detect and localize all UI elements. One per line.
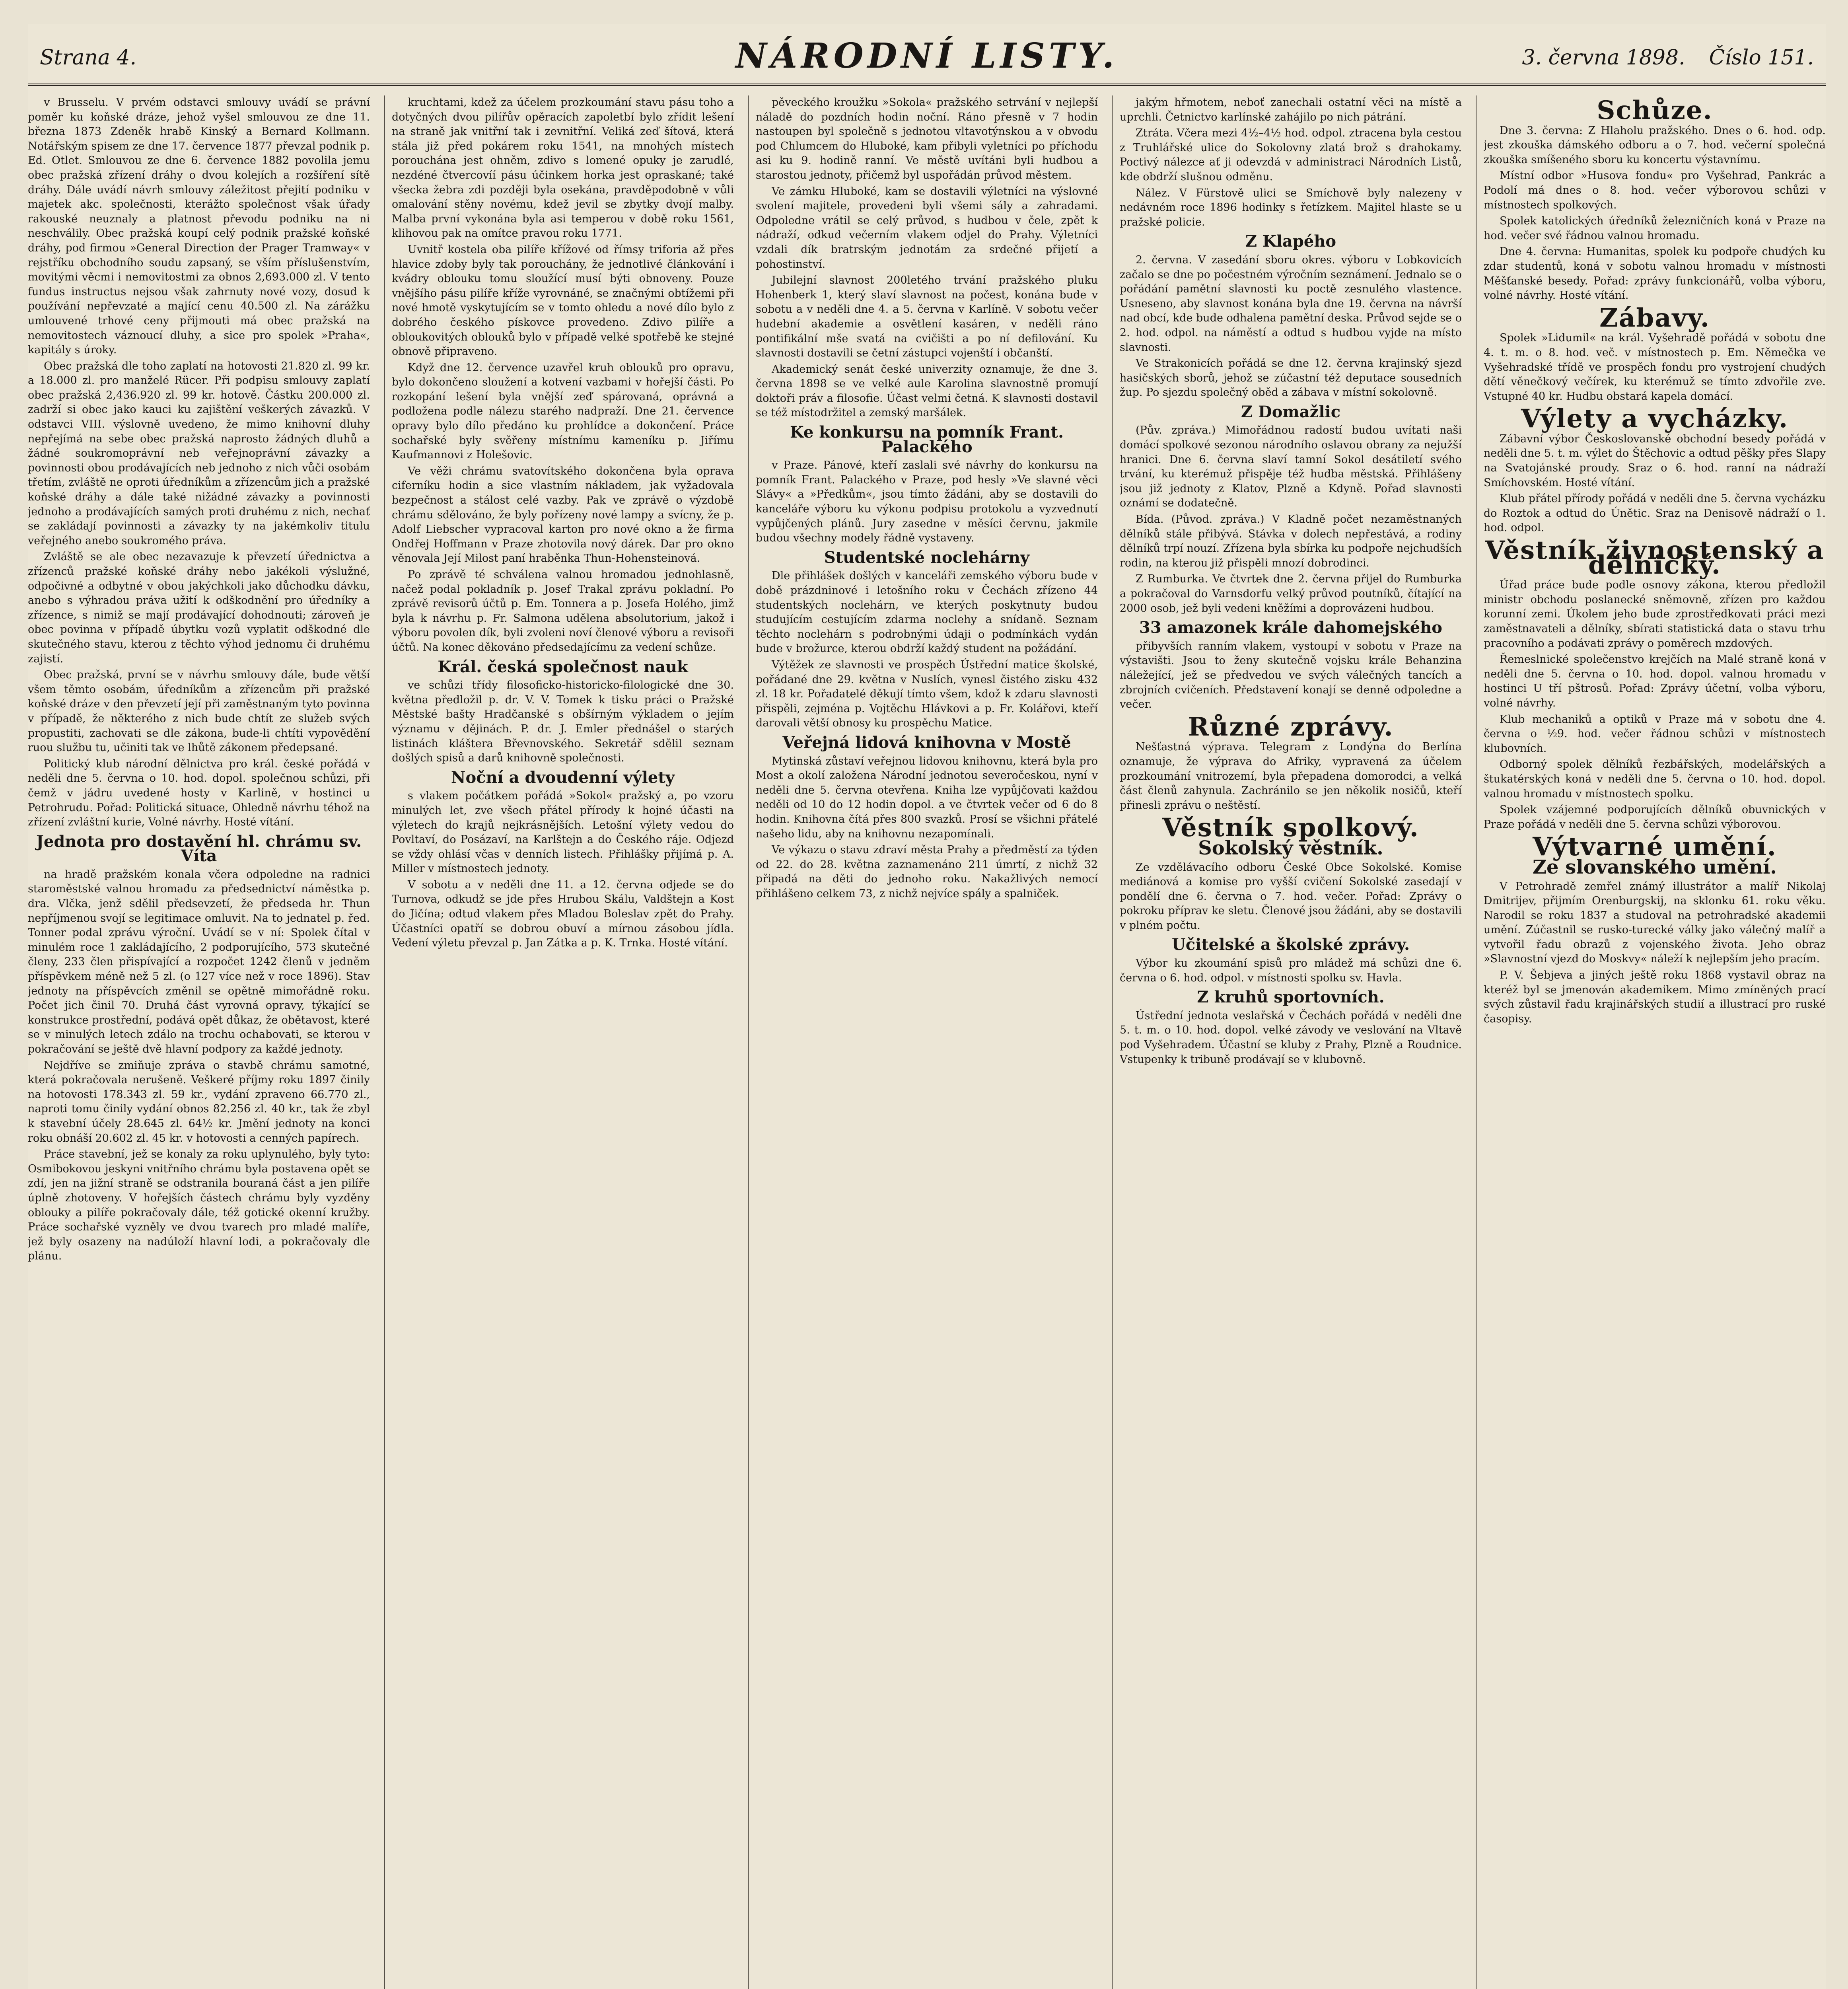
article-paragraph: Nejdříve se zmiňuje zpráva o stavbě chrámu samotné, která pokračovala nerušeně. Veškeré příjmy roku 1897 činily na hotovosti 178.343 zl. 59 kr., vydání zpraveno 66.770 zl., naproti tomu činily vydání obnos 82.256 zl. 40 kr., tak že zbyl k stavební účely 28.645 zl. 64½ kr. Jmění jednoty na konci roku obnáší 20.602 zl. 45 kr. v hotovosti a cenných papírech. [28,1059,370,1144]
newspaper-title: NÁRODNÍ LISTY. [735,36,1119,76]
article-heading: Z Domažlic [1241,402,1341,421]
article-paragraph: Dle přihlášek došlých v kanceláři zemského výboru bude v době prázdninové i letošního roku v Čechách zřízeno 44 studentských noclehárn, ve kterých poskytnuty budou studujícím cestujícím zdarma noclehy a snídaně. Seznam těchto noclehárn s podrobnými údaji o podmínkách vydán bude v brožurce, kterou obdrží každý student na požádání. [756,570,1098,655]
column-4 [1120,95,1462,1989]
article-heading: Jednota pro dostavění hl. chrámu sv. Víta [36,832,362,866]
page-number: Strana 4. [40,46,137,70]
article-paragraph: Když dne 12. července uzavřel kruh oblouků pro opravu, bylo dokončeno sloužení a kotvení vazbami v hořejší části. Po rozkopání lešení byla vnější zeď spárovaná, oprávná a podložena podle nálezu starého nadpraží. Dne 21. července opravy bylo dílo předáno ku prohlídce a dokončení. Práce sochařské byly svěřeny místnímu kameníku p. Jiřímu Kaufmannovi z Holešovic. [392,361,734,461]
column-rule [384,95,385,1989]
column-rule [1112,95,1113,1989]
article-paragraph: Jubilejní slavnost 200letého trvání pražského pluku Hohenberk 1, který slaví slavnost na počest, konána bude v sobotu a v neděli dne 4. a 5. června v Karlíně. V sobotu večer hudební akademie a osvětlení kasáren, v neděli ráno pontifikální mše svatá na cvičišti a po ní defilování. Ku slavnosti dostavili se četní zástupci vojenští i občanští. [756,274,1098,360]
article-paragraph: pěveckého kroužku »Sokola« pražského setrvání v nejlepší náladě do pozdních hodin noční. Ráno přesně v 7 hodin nastoupen byl společně s jednotou vltavotýnskou a v obvodu pod Chlumcem do Hluboké, kam přibyli vyletníci po příchodu asi ku 9. hodině ranní. Ve městě uvítáni byli hudbou a starostou jednoty, přičemž byl uspořádán průvod městem. [756,96,1098,181]
section-heading: Schůze. [1597,95,1713,125]
article-paragraph: Místní odbor »Husova fondu« pro Vyšehrad, Pankrác a Podolí má dnes o 8. hod. večer výborovou schůzi v místnostech spolkových. [1484,169,1826,211]
newspaper-page [28,24,1826,1989]
article-paragraph: Zvláště se ale obec nezavazuje k převzetí úřednictva a zřízenců pražské koňské dráhy nebo jakékoli výslužné, odpočivné a odbytné v obou jakýchkoli jako důchodku dávku, anebo s výhradou práva užití k odškodnění pro úředníky a zřízence, s nimiž se mají prodávající dohodnouti; zároveň je obec povinna v případě úbytku vozů vyplatit odškodné dle skutečného stavu, kterou z těchto výhod jednomu či druhému zajistí. [28,551,370,665]
issue-date: 3. června 1898. [1522,46,1685,70]
article-paragraph: Ve výkazu o stavu zdraví města Prahy a předměstí za týden od 22. do 28. května zaznamenáno 211 úmrtí, z nichž 32 připadá na děti do jednoho roku. Nakažlivých nemocí přihlášeno celkem 73, z nichž nejvíce spály a spalniček. [756,844,1098,900]
article-paragraph: Z Rumburka. Ve čtvrtek dne 2. června přijel do Rumburka a pokračoval do Varnsdorfu velký průvod poutníků, čítající na 2000 osob, jež byli vedeni kněžími a doprovázeni hudbou. [1120,573,1462,615]
article-paragraph: na hradě pražském konala včera odpoledne na radnici staroměstské valnou hromadu za předsednictví náměstka p. dra. Vlčka, jenž sdělil předsevzetí, že předseda hr. Thun nepříjmenou svojí se legitimace omluvit. Na to jednatel p. řed. Tonner podal zprávu výroční. Uvádí se v ní: Spolek čítal v minulém roce 1 zakládajícího, 2 podporujícího, 573 skutečné členy, 233 člen přispívající a rozpočet 1242 členů v jedněm příspěvkem méně než 5 zl. (o 127 více než v roce 1896). Stav jednoty na příspěvcích změnil se opětně mimořádně roku. Počet jich činil 70. Druhá část vyrovná opravy, týkající se konstrukce prostřední, podává opět důkaz, že obětavost, které se v minulých letech zdálo na trochu ochabovati, se kterou v pokračování se ještě dvě hlavní podpory za každé jednoty. [28,868,370,1055]
article-paragraph: Výbor ku zkoumání spisů pro mládež má schůzi dne 6. června o 6. hod. odpol. v místnosti spolku sv. Havla. [1120,957,1462,984]
issue-number: Číslo 151. [1709,46,1814,70]
article-heading: Veřejná lidová knihovna v Mostě [782,733,1071,752]
subsection-heading: Učitelské a školské zprávy. [1171,935,1410,954]
article-paragraph: Nešťastná výprava. Telegram z Londýna do Berlína oznamuje, že výprava do Afriky, vypravená za účelem prozkoumání vnitrozemí, byla přepadena domorodci, a velká část členů zahynula. Zachránilo se jen několik nosičů, kteří přinesli zprávu o neštěstí. [1120,741,1462,812]
article-paragraph: kruchtami, kdež za účelem prozkoumání stavu pásu toho a dotyčných dvou pilířův opěracích zapoletbí bylo zřídit lešení na straně jak vnitřní tak i zevnitřní. Veliká zeď šítová, která stála již před pokárem roku 1541, na mnohých místech porouchána jest ohněm, zdivo s lomené opuky je zarudlé, nezdéné čtvercovíí pásu účinkem horka jest opraskané; také všecka žebra zdi později byla osekána, pravděpodobně v vůli omalování stěny novému, kdež jevil se zbytky dvojí malby. Malba první vykonána byla asi temperou v době roku 1561, klihovou pak na omítce pravou roku 1771. [392,96,734,240]
article-heading: Studentské noclehárny [824,548,1030,567]
article-paragraph: Akademický senát české univerzity oznamuje, že dne 3. června 1898 se ve velké aule Karolina slavnostně promují doktoři práv a filosofie. Účast velmi četná. K slavnosti dostavil se též místodržitel a zemský maršálek. [756,363,1098,419]
article-paragraph: Politický klub národní dělnictva pro král. české pořádá v neděli dne 5. června o 10. hod. dopol. společnou schůzi, při čemž v jádru uvedené hosty v Karlině, v hostinci u Petrohrudu. Pořad: Politická situace, Ohledně návrhu téhož na zřízení zvláštní kurie, Volné návrhy. Hosté vítání. [28,757,370,829]
column-5 [1484,95,1826,1989]
article-heading: 33 amazonek krále dahomejského [1139,618,1442,637]
article-paragraph: Klub mechaniků a optiků v Praze má v sobotu dne 4. června o ½9. hod. večer řádnou schůzi v místnostech klubovních. [1484,713,1826,755]
subsection-heading: Sokolský věstník. [1198,837,1383,859]
article-paragraph: Řemeslnické společenstvo krejčích na Malé straně koná v neděli dne 5. června o 10. hod. dopol. valnou hromadu v hostinci U tří pštrosů. Pořad: Zprávy účetní, volba výboru, volné návrhy. [1484,653,1826,709]
article-paragraph: Ústřední jednota veslařská v Čechách pořádá v neděli dne 5. t. m. o 10. hod. dopol. velké závody ve veslování na Vltavě pod Vyšehradem. Účastní se kluby z Prahy, Plzně a Roudnice. Vstupenky k tribuně prodávají se v klubovně. [1120,1009,1462,1066]
masthead [28,24,1826,86]
article-paragraph: Ztráta. Včera mezi 4½–4½ hod. odpol. ztracena byla cestou z Truhlářské ulice do Sokolovny zlatá brož s drahokamy. Poctivý nálezce ať ji odevzdá v administraci Národních Listů, kde obdrží slušnou odměnu. [1120,127,1462,183]
article-paragraph: Zábavní výbor Českoslovanské obchodní besedy pořádá v neděli dne 5. t. m. výlet do Štěchovic a odtud pěšky přes Slapy na Svatojánské proudy. Sraz o 6. hod. ranní na nádraží Smíchovském. Hosté vítání. [1484,432,1826,489]
subsection-heading: Ze slovanského umění. [1533,856,1777,878]
article-paragraph: Dne 3. června: Z Hlaholu pražského. Dnes o 6. hod. odp. jest zkouška dámského odboru a o 7. hod. večerní společná zkouška smíšeného sboru ku koncertu výstavnímu. [1484,124,1826,166]
article-paragraph: Výtěžek ze slavnosti ve prospěch Ústřední matice školské, pořádané dne 29. května v Nuslích, vynesl čistého zisku 432 zl. 18 kr. Pořadatelé děkují tímto všem, kdož k zdaru slavnosti přispěli, zejména p. Vojtěchu Hlávkovi a p. Fr. Kolářovi, kteří darovali větší obnosy ku prospěchu Matice. [756,658,1098,730]
article-paragraph: Po zprávě té schválena valnou hromadou jednohlasně, načež podal pokladník p. Josef Trakal zprávu pokladní. Po zprávě revisorů účtů p. Em. Tonnera a p. Josefa Holého, jimž byla k návrhu p. Fr. Salmona udělena absolutorium, jakož i výboru povolen dík, byli zvoleni noví členové výboru a revisoři účtů. Na konec děkováno předsedajícímu za vedení schůze. [392,568,734,654]
article-paragraph: Práce stavební, jež se konaly za roku uplynulého, byly tyto: Osmibokovou jeskyni vnitřního chrámu byla postavena opět se zdí, jen na jižní straně se odstranila bouraná část a jen pilíře úplně zhotoveny. V hořejších částech chrámu byly vyzděny oblouky a pilíře pokračovaly dále, též gotické okenní kružby. Práce sochařské vyzněly ve dvou tvarech pro mladé malíře, jež byly osazeny na nadúloží hlavní lodi, a pokračovaly dle plánu. [28,1148,370,1263]
article-paragraph: Úřad práce bude podle osnovy zákona, kterou předložil ministr obchodu poslanecké sněmovně, zřízen pro každou korunní zemi. Úkolem jeho bude zprostředkovati práci mezi zaměstnavateli a dělníky, sbírati statistická data o stavu trhu pracovního a podávati zprávy o poměrech mzdových. [1484,579,1826,650]
article-paragraph: Spolek katolických úředníků železničních koná v Praze na hod. večer své řádnou valnou hromadu. [1484,215,1826,242]
article-paragraph: 2. června. V zasedání sboru okres. výboru v Lobkovicích začalo se dne po počestném výročním seznámení. Jednalo se o pořádání pamětní slavnosti ku poctě zesnulého vlastence. Usneseno, aby slavnost konána byla dne 19. června na návrší nad obcí, kde bude odhalena pamětní deska. Průvod sejde se o 2. hod. odpol. na náměstí a odtud s hudbou vyjde na místo slavnosti. [1120,253,1462,354]
article-paragraph: Ve věži chrámu svatovítského dokončena byla oprava ciferníku hodin a sice vlastním nákladem, jak vyžadovala bezpečnost a stálost celé vazby. Pak ve zprávě o výzdobě chrámu sdělováno, že byly pořízeny nové lampy a svícny, že p. Adolf Liebscher vypracoval karton pro nové okno a že firma Ondřej Hoffmann v Praze zhotovila nový dárek. Dar pro okno věnovala Její Milost paní hraběnka Thun-Hohensteinová. [392,465,734,565]
article-paragraph: Odborný spolek dělníků řezbářských, modelářských a štukatérských koná v neděli dne 5. června o 10. hod. dopol. valnou hromadu v místnostech spolku. [1484,758,1826,800]
section-heading: Věstník spolkový. [1162,813,1419,843]
article-heading: Z Klapého [1245,232,1336,251]
article-paragraph: V sobotu a v neděli dne 11. a 12. června odjede se do Turnova, odkudž se jde přes Hrubou Skálu, Valdštejn a Kost do Jičína; odtud vlakem přes Mladou Boleslav zpět do Prahy. Účastníci opatří se dobrou obuví a mírnou zásobou jídla. Vedení výletu převzal p. Jan Zátka a p. K. Trnka. Hosté vítání. [392,878,734,950]
article-paragraph: Spolek »Lidumil« na král. Vyšehradě pořádá v sobotu dne 4. t. m. o 8. hod. več. v místnostech p. Em. Němečka ve Vyšehradské třídě ve prospěch fondu pro vystrojení chudých dětí věnečkový večírek, ku kterémuž se tímto zdvořile zve. Vstupné 40 kr. Hudbu obstará kapela domácí. [1484,332,1826,403]
article-paragraph: v Praze. Pánové, kteří zaslali své návrhy do konkursu na pomník Frant. Palackého v Praze, pod hesly »Ve slavné věci Slávy« a »Předkům«, jsou tímto žádáni, aby se dostavili do kanceláře výboru ku výkonu podpisu protokolu a vyzvednutí vypůjčených plánů. Jury zasedne v měsíci červnu, jakmile budou všechny modely řádně vystaveny. [756,459,1098,545]
article-paragraph: Dne 4. června: Humanitas, spolek ku podpoře chudých ku zdar studentů, koná v sobotu valnou hromadu v místnosti Měšťanské besedy. Pořad: zprávy funkcionářů, volba výboru, volné návrhy. Hosté vítání. [1484,245,1826,302]
article-paragraph: Spolek vzájemné podporujících dělníků obuvnických v Praze pořádá v neděli dne 5. června schůzi výborovou. [1484,804,1826,831]
article-paragraph: v Brusselu. V prvém odstavci smlouvy uvádí se právní poměr ku koňské dráze, jehož vyšel smlouvou ze dne 11. března 1873 Zdeněk hrabě Kinský a Bernard Kollmann. Notářským spisem ze dne 17. července 1877 převzal podnik p. Ed. Otlet. Smlouvou ze dne 6. července 1882 povolila jemu obec pražská zřízení dráhy o dvou kolejích a rozšíření sítě dráhy. Dále uvádí návrh smlouvy záležitost přejití podniku v majetek akc. společnosti, kterážto společnost však úřady rakouské neuznaly a platnost převodu podniku na ni neschválily. Obec pražská koupí celý podnik pražské koňské dráhy, pod firmou »General Direction der Prager Tramway« v rejstříku obchodního soudu zapsaný, se vším příslušenstvím, movitými věcmi i nemovitostmi za obnos 2,693.000 zl. V tento fundus instructus nejsou však zahrnuty nové vozy, dosud k používání nepřevzaté a mající cenu 40.500 zl. Na zárážku umlouvené trhové ceny přijmouti má obec pražská na nemovitostech váznoucí dluhy, a sice pro spolek »Praha«, kapitály s úroky. [28,96,370,356]
article-paragraph: Obec pražská, první se v návrhu smlouvy dále, bude větší všem těmto osobám, úředníkům a zřízencům při pražské koňské dráze v den převzetí její při zaměstnaným tyto povinna v případě, že některého z nich bude chtít ze služeb svých propustiti, zachovati se dle zákona, bude-li chtíti vypovědění ruou službu tu, učiniti tak ve lhůtě zákonem předepsané. [28,669,370,754]
article-paragraph: přibyvších ranním vlakem, vystoupí v sobotu v Praze na výstavišti. Jsou to ženy skutečně vojsku krále Behanzina náležející, jež se předvedou ve svých válečných tancích a zbrojních cvičeních. Představení konají se denně odpoledne a večer. [1120,640,1462,711]
article-paragraph: Ve zámku Hluboké, kam se dostavili výletníci na výslovné svolení majitele, provedeni byli všemi sály a zahradami. Odpoledne vrátil se celý průvod, s hudbou v čele, zpět k nádraží, odkud večerním vlakem odjel do Prahy. Výletníci vzdali dík bratrským jednotám za srdečné přijetí a pohostinství. [756,185,1098,271]
article-paragraph: Uvnitř kostela oba pilíře křížové od římsy triforia až přes hlavice zdoby byly tak porouchány, že jednotlivé článkování i kvádry oblouku tomu sloužící musí býti obnoveny. Pouze vnějšího pásu pilíře kříže vyrovnáné, se značnými obtížemi při nové hmotě vyskytujícím se v tomto ohledu a nové dílo bylo z dobrého českého pískovce provedeno. Zdivo pilíře a obloukovitých oblouků bylo v případě velké spotřebě ke stejné obnově připraveno. [392,243,734,358]
article-heading: Ke konkursu na pomník Frant. Palackého [790,423,1064,456]
article-paragraph: V Petrohradě zemřel známý illustrátor a malíř Nikolaj Dmitrijev, přijmím Orenburgskij, na sklonku 61. roku věku. Narodil se roku 1837 a studoval na petrohradské akademii umění. Zúčastnil se rusko-turecké války jako válečný malíř a vytvořil řadu obrazů z vojenského života. Jeho obraz »Slavnostní vjezd do Moskvy« náleží k nejlepším jeho pracím. [1484,880,1826,965]
article-paragraph: ve schůzi třídy filosoficko-historicko-filologické dne 30. května předložil p. dr. V. V. Tomek k tisku práci o Pražské Městské bašty Hradčanské s obšírným výkladem o jejím významu v dějinách. P. dr. J. Emler přednášel o starých listinách kláštera Břevnovského. Sekretář sdělil seznam došlých spisů a darů knihovně společnosti. [392,679,734,765]
article-paragraph: Nález. V Fürstově ulici se Smíchově byly nalezeny v nedávném roce 1896 hodinky s řetízkem. Majitel hlaste se u pražské policie. [1120,187,1462,228]
article-paragraph: Bída. (Původ. zpráva.) V Kladně počet nezaměstnaných dělníků stále přibývá. Stávka v dolech nepřestává, a rodiny dělníků trpí nouzí. Zřízena byla sbírka ku podpoře nejchudších rodin, na kterou již přispěli mnozí dobrodinci. [1120,513,1462,569]
column-1 [28,95,370,1989]
section-heading: Věstník živnostenský a dělnický. [1485,535,1825,580]
column-3 [756,95,1098,1989]
section-heading: Výlety a vycházky. [1521,404,1789,434]
article-paragraph: Ve Strakonicích pořádá se dne 12. června krajinský sjezd hasičských sborů, jehož se zúčastní též deputace sousedních žup. Po sjezdu společný oběd a zábava v místní sokolovně. [1120,357,1462,399]
article-paragraph: Mytinská zůstaví veřejnou lidovou knihovnu, která byla pro Most a okolí založena Národní jednotou severočeskou, nyní v neděli dne 5. června otevřena. Kniha lze vypůjčovati každou neděli od 10 do 12 hodin dopol. a ve čtvrtek večer od 6 do 8 hodin. Knihovna čítá přes 800 svazků. Prosí se všichni přátelé našeho lidu, aby na knihovnu nezapomínali. [756,755,1098,840]
column-rule [748,95,749,1989]
issue-info [1498,46,1814,70]
article-paragraph: s vlakem počátkem pořádá »Sokol« pražský a, po vzoru minulých let, zve všech přátel přírody k hojné účasti na výletech do krajů nejkrásnějších. Letošní výlety vedou do Povltaví, do Posázaví, na Karlštejn a do Českého ráje. Odjezd se vždy ohlásí včas v denních listech. Přihlášky přijímá p. A. Miller v místnostech jednoty. [392,790,734,875]
article-heading: Noční a dvoudenní výlety [451,768,675,787]
subsection-heading: Z kruhů sportovních. [1197,988,1385,1007]
article-paragraph: jakým hřmotem, neboť zanechali ostatní věci na místě a uprchli. Četnictvo karlínské zahájilo po nich pátrání. [1120,96,1462,123]
section-heading: Zábavy. [1599,303,1710,333]
article-heading: Král. česká společnost nauk [438,657,688,676]
section-heading: Různé zprávy. [1188,712,1394,742]
article-paragraph: Obec pražská dle toho zaplatí na hotovosti 21.820 zl. 99 kr. a 18.000 zl. pro manželé Rücer. Při podpisu smlouvy zaplatí obec pražská 2,436.920 zl. 99 kr. hotově. Částku 200.000 zl. zadrží si obec jako kauci ku zajištění veškerých závazků. V odstavci VIII. výslovně uvedeno, že mimo knihovní dluhy nepřejímá na sebe obec pražská naprosto žádných dluhů a žádné soukromoprávní neb veřejnoprávní závazky a povinnosti obou prodávajících neb jednoho z nich vůči osobám třetím, zvláště ne oproti úředníkům a zřízencům jich a pražské koňské dráhy a dále také nižádné závazky a povinnosti jednoho a prodávajících samých proti druhému z nich, nechať se zakládají povinnosti a závazky ty na jakémkoliv titulu veřejného anebo soukromého práva. [28,360,370,547]
columns [28,95,1826,1989]
article-paragraph: P. V. Šebjeva a jiných ještě roku 1868 vystavil obraz na kteréž byl se jmenován akademikem. Mimo zmíněných prací svých zůstavil řadu krajinářských studií a illustrací pro ruské časopisy. [1484,969,1826,1025]
article-paragraph: Ze vzdělávacího odboru České Obce Sokolské. Komise mediánová a komise pro vyšší cvičení Sokolské zasedají v pondělí dne 6. června o 7. hod. večer. Pořad: Zprávy o pokroku příprav ke sletu. Členové jsou žádáni, aby se dostavili v plném počtu. [1120,861,1462,932]
article-paragraph: Klub přátel přírody pořádá v neděli dne 5. června vycházku do Roztok a odtud do Únětic. Sraz na Denisově nádraží o 1. hod. odpol. [1484,492,1826,534]
column-2 [392,95,734,1989]
article-paragraph: (Pův. zpráva.) Mimořádnou radostí budou uvítati naši domácí spolkové sezonou národního oslavou obrany za nejužší hranici. Dne 6. června slaví tamní Sokol desátiletí svého trvání, ku kterémuž přispěje též hudba městská. Přihlášeny jsou již jednoty z Klatov, Plzně a Kdyně. Pořad slavnosti oznámí se dodatečně. [1120,424,1462,510]
section-heading: Výtvarné umění. [1533,832,1777,862]
